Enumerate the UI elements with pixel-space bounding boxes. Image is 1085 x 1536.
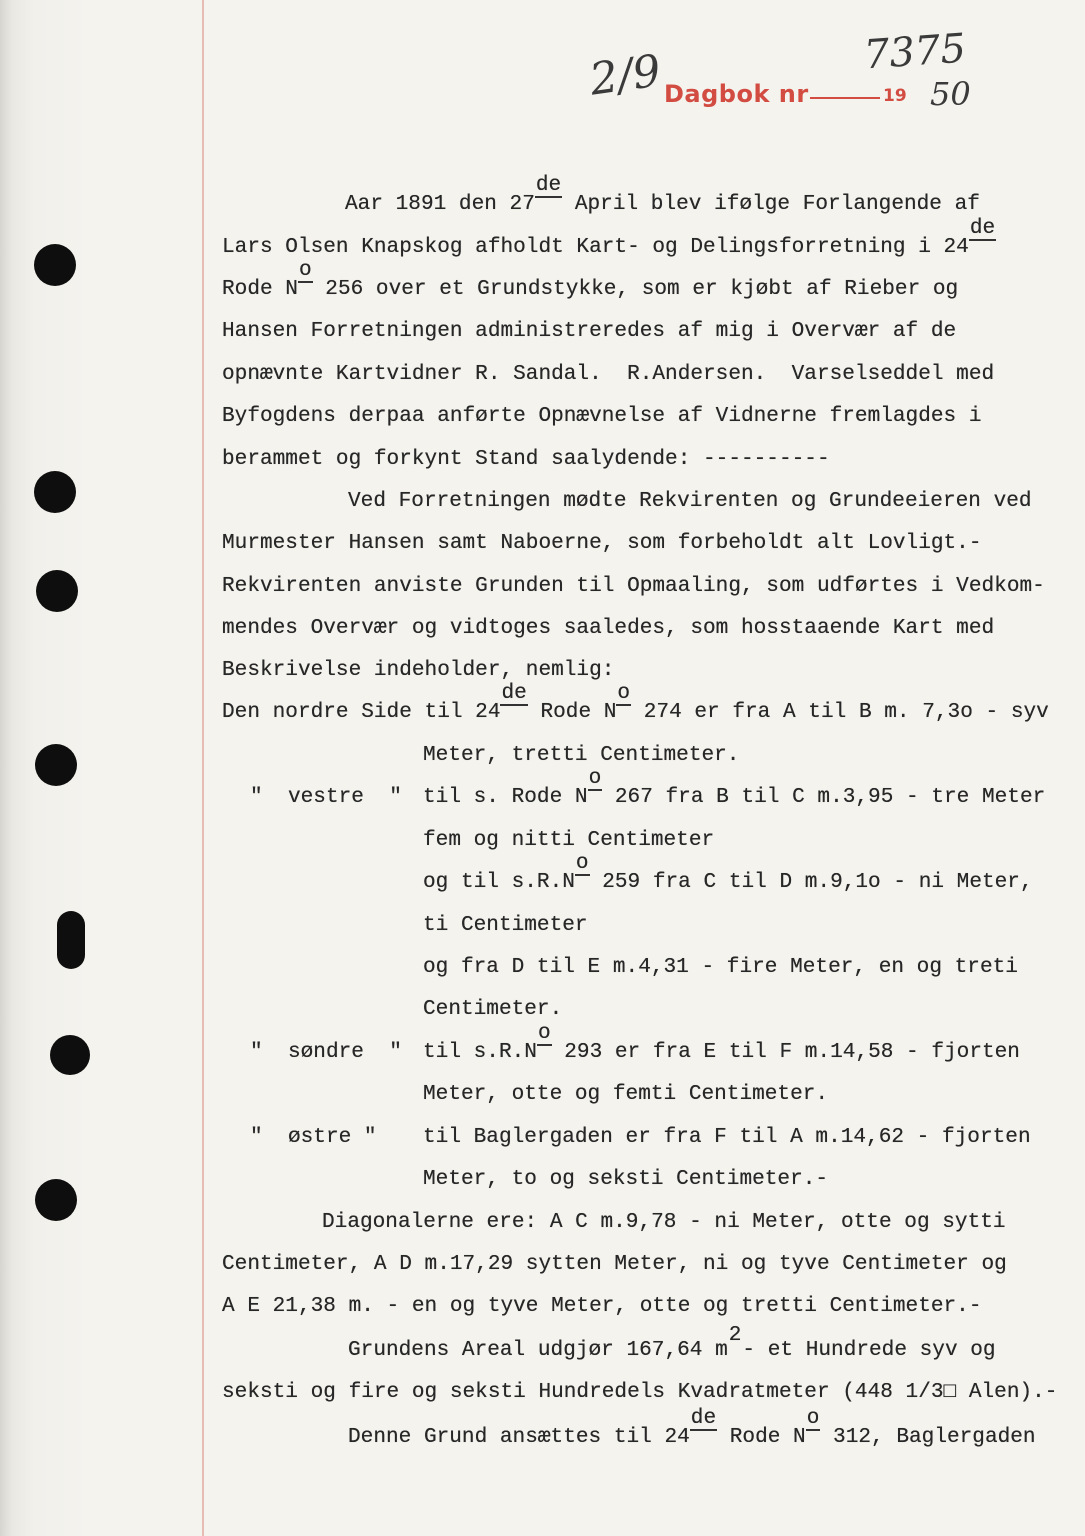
text-segment: 256 over et Grundstykke, som er kjøbt af Rieber og [312,277,959,301]
superscript: o [806,1406,820,1431]
text-line [423,766,1046,810]
superscript: de [535,173,562,198]
superscript: o [298,258,312,283]
text-line: Hansen Forretningen administreredes af mig i Overvær af de [222,319,957,343]
binder-hole [34,471,76,513]
binder-hole [34,244,76,286]
text-line: mendes Overvær og vidtoges saaledes, som hosstaaende Kart med [222,616,995,640]
text-line: Byfogdens derpaa anførte Opnævnelse af Vidnerne fremlagdes i [222,404,982,428]
superscript: o [617,681,631,706]
text-line [222,258,959,302]
text-line: Centimeter. [423,997,563,1021]
text-line [348,1323,996,1363]
text-line: Centimeter, A D m.17,29 sytten Meter, ni og tyve Centimeter og [222,1252,1007,1276]
text-line [348,1406,1036,1450]
text-segment: og til s.R.N [423,870,575,894]
binder-hole [35,744,77,786]
text-segment: 259 fra C til D m.9,1o - ni Meter, [589,870,1033,894]
text-line [222,681,1049,725]
text-line: Beskrivelse indeholder, nemlig: [222,658,615,682]
text-line: Ved Forretningen mødte Rekvirenten og Grundeeieren ved [348,489,1032,513]
superscript: o [537,1021,551,1046]
text-line: Meter, tretti Centimeter. [423,743,740,767]
text-segment: Aar 1891 den 27 [345,192,535,216]
text-segment: Rode N [717,1425,806,1449]
text-segment: 267 fra B til C m.3,95 - tre Meter [602,785,1046,809]
stamp-year-prefix: 19 [883,86,907,106]
text-segment: Den nordre Side til 24 [222,700,501,724]
text-line: ti Centimeter [423,913,588,937]
superscript: o [588,766,602,791]
text-segment: til s.R.N [423,1040,537,1064]
text-line: til Baglergaden er fra F til A m.14,62 - fjorten [423,1125,1031,1149]
text-segment: April blev ifølge Forlangende af [562,192,980,216]
text-line [345,173,980,217]
text-segment: 293 er fra E til F m.14,58 - fjorten [551,1040,1020,1064]
text-line: Diagonalerne ere: A C m.9,78 - ni Meter, otte og sytti [322,1210,1006,1234]
text-line: fem og nitti Centimeter [423,828,715,852]
text-line: og fra D til E m.4,31 - fire Meter, en og treti [423,955,1018,979]
text-line: Meter, otte og femti Centimeter. [423,1082,829,1106]
text-segment: Rode N [527,700,617,724]
text-line: berammet og forkynt Stand saalydende: ---------- [222,447,830,471]
text-line [222,216,996,260]
handwritten-year: 50 [930,75,971,113]
superscript: de [969,216,996,241]
text-segment: Grundens Areal udgjør 167,64 m [348,1338,728,1362]
side-label: " vestre " [250,785,402,809]
text-segment: Lars Olsen Knapskog afholdt Kart- og Delingsforretning i 24 [222,235,969,259]
text-segment: til s. Rode N [423,785,588,809]
text-line: Murmester Hansen samt Naboerne, som forbeholdt alt Lovligt.- [222,531,982,555]
superscript: de [501,681,527,706]
binder-hole [36,570,78,612]
superscript: o [575,851,589,876]
handwritten-date: 2/9 [586,45,664,106]
text-line: Rekvirenten anviste Grunden til Opmaaling, som udførtes i Vedkom- [222,574,1045,598]
side-label: " søndre " [250,1040,402,1064]
binder-hole [50,1035,90,1075]
superscript: de [690,1406,717,1431]
text-line: A E 21,38 m. - en og tyve Meter, otte og tretti Centimeter.- [222,1294,982,1318]
text-segment: Rode N [222,277,298,301]
text-line: seksti og fire og seksti Hundredels Kvadratmeter (448 1/3□ Alen).- [222,1380,1058,1404]
text-segment: 312, Baglergaden [820,1425,1036,1449]
handwritten-entry-number: 7375 [862,25,968,79]
text-line [423,1021,1020,1065]
binder-hole [57,911,85,969]
stamp-rule [810,97,880,99]
stamp-label: Dagbok nr [664,80,809,108]
side-label: " østre " [250,1125,377,1149]
text-segment: - et Hundrede syv og [742,1338,996,1362]
text-line: Meter, to og seksti Centimeter.- [423,1167,829,1191]
margin-rule [202,0,204,1536]
superscript: 2 [728,1323,742,1348]
text-line: opnævnte Kartvidner R. Sandal. R.Andersen. Varselseddel med [222,362,995,386]
text-line [423,851,1033,895]
text-segment: Denne Grund ansættes til 24 [348,1425,690,1449]
binder-hole [35,1179,77,1221]
text-segment: 274 er fra A til B m. 7,3o - syv [631,700,1049,724]
